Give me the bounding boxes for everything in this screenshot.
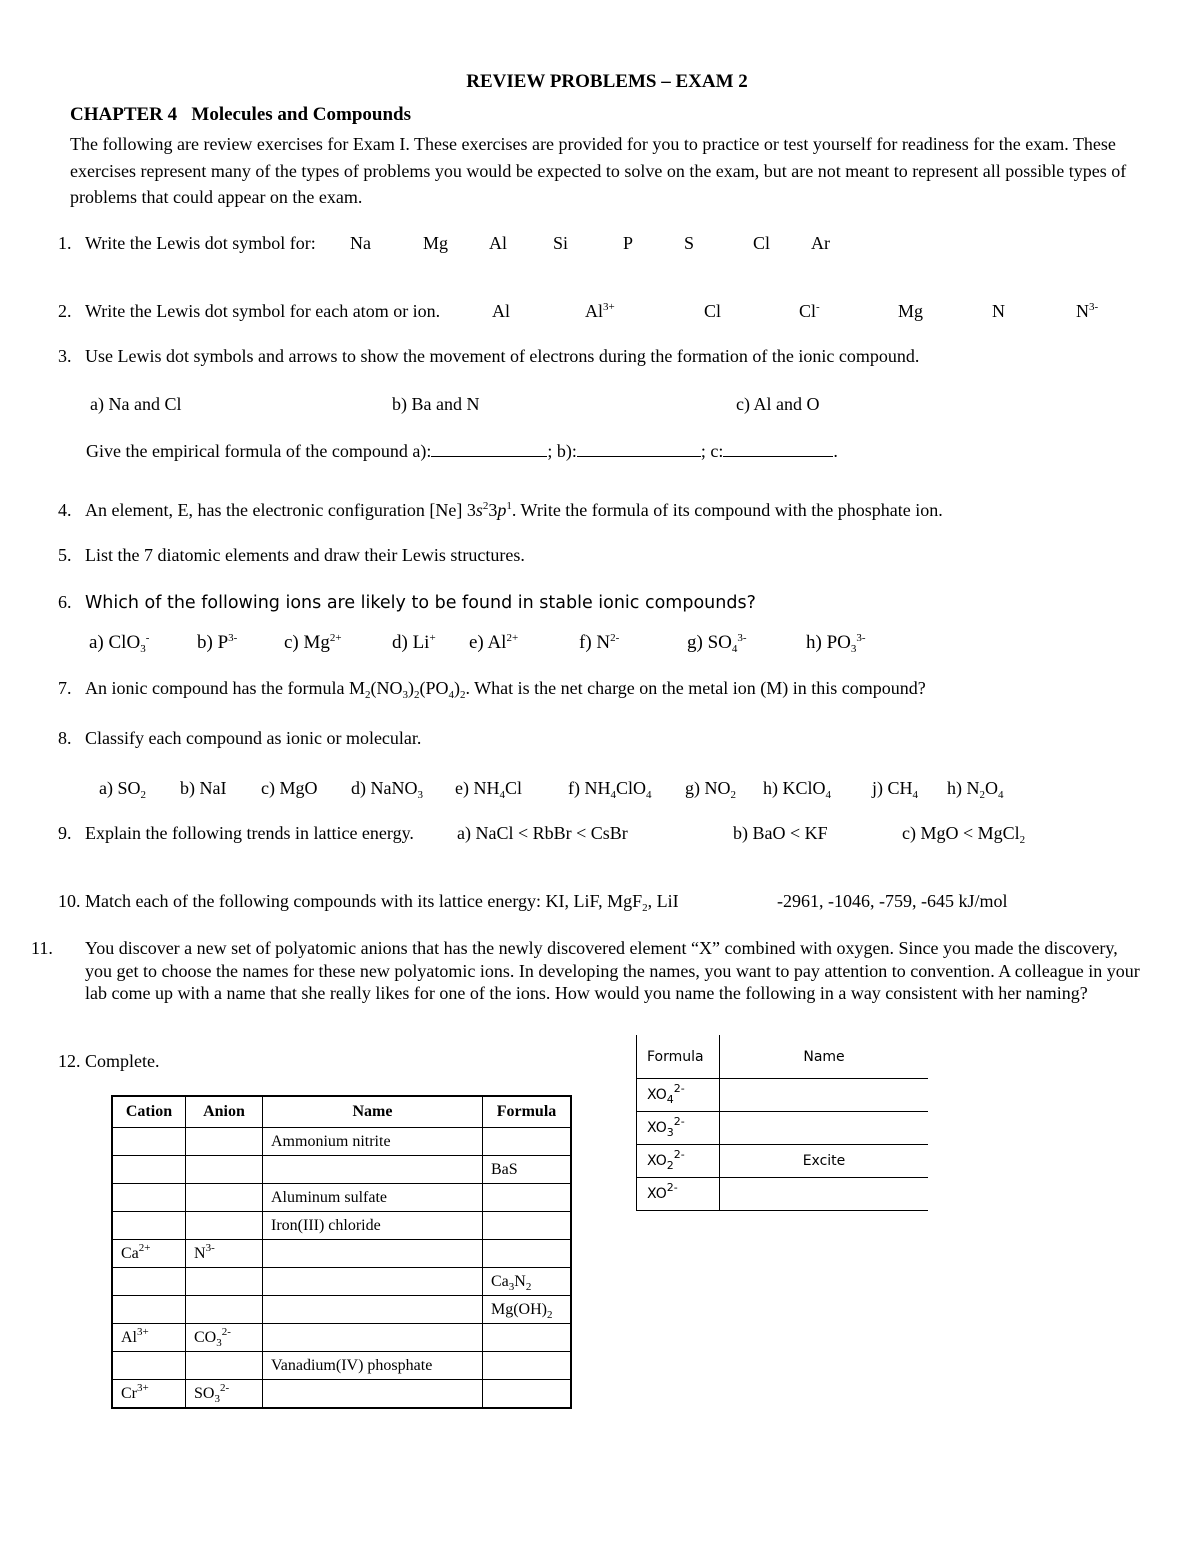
q1-symbol: Na (350, 233, 371, 253)
q9-part-b: b) BaO < KF (733, 823, 828, 843)
ion-compound-table (111, 1095, 572, 1409)
q6-option-a (89, 631, 149, 655)
formula-sub: 3 (402, 689, 408, 701)
cation-cell[interactable] (112, 1296, 186, 1324)
cation-cell[interactable] (112, 1352, 186, 1380)
ion-charge: 3+ (603, 301, 615, 313)
q9-part-c (902, 821, 1025, 845)
q-text: Match each of the following compounds with its lattice energy: KI, LiF, MgF (85, 891, 643, 911)
header-cation: Cation (112, 1096, 186, 1128)
anion-cell[interactable] (186, 1156, 263, 1184)
ion-charge: 3- (737, 632, 747, 644)
name-cell[interactable] (263, 1380, 483, 1409)
q6-option-f (579, 631, 619, 655)
name-cell[interactable] (263, 1240, 483, 1268)
cation-cell[interactable] (112, 1128, 186, 1156)
q9-part-a: a) NaCl < RbBr < CsBr (457, 823, 628, 843)
element-symbol: N (1076, 301, 1089, 321)
q-text: An ionic compound has the formula M (85, 678, 365, 698)
formula-base: XO (647, 1087, 667, 1103)
ion-charge: - (145, 632, 150, 644)
header-anion: Anion (186, 1096, 263, 1128)
answer-blank-a[interactable] (431, 440, 547, 457)
formula-sub: 3 (508, 1280, 515, 1293)
q-number: 5. (58, 545, 72, 565)
name-cell[interactable] (263, 1156, 483, 1184)
cation-cell[interactable] (112, 1380, 186, 1409)
name-cell[interactable] (263, 1268, 483, 1296)
compound-label: a) SO (99, 778, 141, 798)
q-number: 7. (58, 678, 72, 698)
table-row (112, 1212, 571, 1240)
anion-symbol: SO (194, 1384, 215, 1402)
q3-c-label: ; c: (700, 441, 724, 461)
q-number: 1. (58, 233, 72, 253)
formula-cell[interactable] (483, 1156, 572, 1184)
formula-part: N (514, 1272, 526, 1290)
cfg-shell-3p: 3 (488, 500, 498, 520)
q1-symbol: P (623, 233, 634, 253)
element-symbol: Al (492, 301, 510, 321)
formula-cell (637, 1145, 720, 1178)
q8-compound (947, 776, 1004, 800)
q-text-post: . What is the net charge on the metal ion (M) in this compound? (465, 678, 926, 698)
formula-cell[interactable] (483, 1240, 572, 1268)
formula-part: Mg(OH) (491, 1300, 547, 1318)
ion-sub: 3 (850, 643, 857, 655)
question-7 (58, 676, 926, 700)
formula-sub: 2 (979, 789, 985, 801)
q3-formula-prompt: Give the empirical formula of the compound a): (86, 441, 432, 461)
anion-cell[interactable] (186, 1296, 263, 1324)
formula-cell[interactable] (483, 1184, 572, 1212)
q-text: Write the Lewis dot symbol for: (85, 233, 316, 253)
formula-part: (NO (370, 678, 403, 698)
formula-sub: 2 (413, 689, 420, 701)
chapter-number: CHAPTER 4 (70, 104, 178, 125)
name-cell[interactable]: Ammonium nitrite (263, 1128, 483, 1156)
ion-label: b) P (197, 632, 229, 653)
intro-paragraph: The following are review exercises for Exam I. These exercises are provided for you to practice or test yourself for readiness for the exam. These exercises represent many of the types of problems you would be expected to solve on the exam, but are not meant to represent all possible types of problems that could appear on the exam. (70, 134, 1127, 207)
ion-label: e) Al (469, 632, 507, 653)
question-1 (58, 231, 316, 255)
ion-charge: 3- (228, 632, 238, 644)
cation-symbol: Al (121, 1328, 137, 1346)
formula-sub: 4 (998, 789, 1004, 801)
formula-sub: 4 (499, 789, 505, 801)
cation-cell[interactable] (112, 1240, 186, 1268)
formula-cell (637, 1079, 720, 1112)
cation-cell[interactable] (112, 1156, 186, 1184)
q-text: Write the Lewis dot symbol for each atom or ion. (85, 301, 441, 321)
q3-b-label: ; b): (547, 441, 577, 461)
cfg-exp-p: 1 (506, 500, 512, 512)
formula-sub: 4 (825, 789, 831, 801)
question-6 (58, 590, 756, 615)
ion-label: g) SO (687, 632, 732, 653)
ion-charge: 2- (666, 1181, 678, 1194)
q1-symbol: Cl (753, 233, 771, 253)
anion-symbol: N (194, 1244, 206, 1262)
q1-symbol: Si (553, 233, 569, 253)
compound-label: f) NH (568, 778, 611, 798)
q8-compound (351, 776, 423, 800)
formula-base: XO (647, 1120, 667, 1136)
formula-sub: 2 (459, 689, 466, 701)
formula-cell[interactable] (483, 1296, 572, 1324)
q-text: Complete. (85, 1051, 160, 1071)
answer-blank-c[interactable] (723, 440, 833, 457)
q2-symbol (585, 299, 615, 323)
cfg-orbital-s: s (475, 500, 483, 520)
ion-charge: 3+ (137, 1325, 149, 1338)
table-row (112, 1296, 571, 1324)
formula-cell[interactable] (483, 1212, 572, 1240)
ion-label: d) Li (392, 632, 430, 653)
q6-option-e (469, 631, 518, 655)
q-text: Classify each compound as ionic or molecular. (85, 728, 422, 748)
q-text: Use Lewis dot symbols and arrows to show the movement of electrons during the formation of the ionic compound. (85, 346, 920, 366)
formula-sub: 4 (666, 1093, 674, 1106)
element-symbol: Al (585, 301, 603, 321)
question-10 (58, 889, 679, 913)
q6-option-g (687, 631, 747, 655)
page-title: REVIEW PROBLEMS – EXAM 2 (466, 71, 748, 92)
q10-energy-values: -2961, -1046, -759, -645 kJ/mol (777, 891, 1008, 911)
compound-label: h) N (947, 778, 980, 798)
q6-option-c (284, 631, 342, 655)
formula-part: Ca (491, 1272, 509, 1290)
q8-compound (99, 776, 146, 800)
anion-cell[interactable] (186, 1352, 263, 1380)
ion-charge: 3- (1089, 301, 1099, 313)
q8-compound (872, 776, 918, 800)
q8-compound (685, 776, 736, 800)
question-12 (58, 1049, 160, 1073)
q-text-post: . Write the formula of its compound with the phosphate ion. (511, 500, 943, 520)
ion-label: a) ClO (89, 632, 141, 653)
table-row (637, 1145, 929, 1178)
element-symbol: Cl (704, 301, 722, 321)
q8-compound (568, 776, 652, 800)
q2-symbol (1076, 299, 1098, 323)
table-row (112, 1324, 571, 1352)
chapter-heading (70, 103, 411, 127)
formula-sub: 3 (216, 1336, 222, 1349)
ion-sub: 3 (140, 643, 146, 655)
table-row (112, 1184, 571, 1212)
cation-cell[interactable] (112, 1324, 186, 1352)
q-text: Which of the following ions are likely to be found in stable ionic compounds? (85, 593, 756, 613)
q8-compound (763, 776, 831, 800)
formula-sub: 2 (730, 789, 736, 801)
q3-part-b: b) Ba and N (392, 394, 480, 414)
formula-sub: 2 (140, 789, 146, 801)
question-2 (58, 299, 440, 323)
q-number: 11. (31, 938, 53, 958)
cation-cell[interactable] (112, 1268, 186, 1296)
ion-charge: + (429, 632, 436, 644)
q8-compound (455, 776, 522, 800)
formula-sub: 4 (646, 789, 652, 801)
ion-charge: - (816, 301, 820, 313)
q6-option-d (392, 631, 436, 655)
cation-cell[interactable] (112, 1212, 186, 1240)
formula-sub: 2 (525, 1280, 532, 1293)
formula-sub: 4 (448, 689, 454, 701)
formula-sub: 2 (642, 902, 648, 914)
ion-charge: 3+ (137, 1381, 149, 1394)
formula-cell (637, 1178, 720, 1211)
name-cell[interactable]: Iron(III) chloride (263, 1212, 483, 1240)
formula-part: ) (407, 678, 414, 698)
formula-cell[interactable] (483, 1268, 572, 1296)
name-cell[interactable]: Vanadium(IV) phosphate (263, 1352, 483, 1380)
formula-base: XO (647, 1153, 667, 1169)
compound-label: j) CH (872, 778, 913, 798)
q3-part-a: a) Na and Cl (90, 394, 182, 414)
ion-charge: 2- (219, 1381, 230, 1394)
compound-label: c) MgO (261, 778, 318, 798)
formula-sub: 3 (214, 1392, 220, 1405)
q3-end: . (833, 441, 838, 461)
table-row (112, 1268, 571, 1296)
cation-cell[interactable] (112, 1184, 186, 1212)
ion-charge: 2+ (329, 632, 342, 644)
ion-charge: 3- (205, 1241, 215, 1254)
table-row (112, 1380, 571, 1409)
header-formula: Formula (483, 1096, 572, 1128)
q8-compound (180, 776, 226, 800)
cfg-shell-3s: 3 (466, 500, 476, 520)
q-text: You discover a new set of polyatomic anions that has the newly discovered element “X” combined with oxygen. Since you made the discovery, you get to choose the names for these new polyatomic ions. In developing the names, you want to pay attention to convention. A colleague in your lab come up with a name that she really likes for one of the ions. How would you name the following in a way consistent with her naming? (85, 938, 1140, 1003)
question-3 (58, 344, 919, 368)
table-row (637, 1079, 929, 1112)
cation-symbol: Cr (121, 1384, 137, 1402)
formula-cell[interactable] (483, 1128, 572, 1156)
name-cell[interactable] (720, 1079, 929, 1112)
name-cell[interactable] (263, 1324, 483, 1352)
formula-part: Cl (504, 778, 522, 798)
question-4 (58, 498, 943, 522)
q1-symbol: Mg (423, 233, 449, 253)
q-number: 12. (58, 1051, 81, 1071)
cfg-orbital-p: p (497, 500, 507, 520)
compound-label: h) KClO (763, 778, 826, 798)
element-symbol: N (992, 301, 1005, 321)
ion-charge: 2+ (506, 632, 519, 644)
q1-symbol: Ar (811, 233, 830, 253)
header-formula: Formula (637, 1035, 720, 1079)
name-cell[interactable]: Excite (720, 1145, 929, 1178)
q-number: 6. (58, 592, 72, 612)
ion-charge: 2- (673, 1115, 685, 1128)
anion-cell[interactable] (186, 1380, 263, 1409)
q-number: 8. (58, 728, 72, 748)
q6-option-h (806, 631, 866, 655)
q-text: An element, E, has the electronic configuration [Ne] (85, 500, 463, 520)
ion-charge: 2- (673, 1148, 685, 1161)
header-name: Name (263, 1096, 483, 1128)
anion-cell[interactable] (186, 1212, 263, 1240)
formula-cell[interactable] (483, 1352, 572, 1380)
q2-symbol (799, 299, 820, 323)
formula-part: ClO (616, 778, 647, 798)
name-cell[interactable]: Aluminum sulfate (263, 1184, 483, 1212)
ion-charge: 2- (221, 1325, 231, 1338)
q-number: 4. (58, 500, 72, 520)
name-cell[interactable] (263, 1296, 483, 1324)
formula-sub: 3 (666, 1126, 674, 1139)
ion-charge: 2+ (138, 1241, 151, 1254)
formula-sub: 2 (364, 689, 371, 701)
q-number: 10. (58, 891, 81, 911)
formula-cell (637, 1112, 720, 1145)
formula-cell[interactable] (483, 1380, 572, 1409)
q1-symbol: Al (489, 233, 507, 253)
formula-part: BaS (491, 1160, 518, 1178)
q-text: List the 7 diatomic elements and draw their Lewis structures. (85, 545, 525, 565)
formula-sub: 4 (610, 789, 616, 801)
q8-compound (261, 776, 318, 800)
anion-cell[interactable] (186, 1324, 263, 1352)
name-cell[interactable] (720, 1112, 929, 1145)
table-row (637, 1112, 929, 1145)
formula-sub: 2 (547, 1308, 553, 1321)
answer-blank-b[interactable] (577, 440, 701, 457)
question-5 (58, 543, 525, 567)
ion-sub: 4 (731, 643, 738, 655)
q3-part-c: c) Al and O (736, 394, 820, 414)
anion-cell[interactable] (186, 1128, 263, 1156)
table-row (112, 1352, 571, 1380)
q1-symbol: S (684, 233, 695, 253)
q-number: 9. (58, 823, 72, 843)
anion-symbol: CO (194, 1328, 217, 1346)
ion-charge: 2- (610, 632, 620, 644)
table-row (112, 1156, 571, 1184)
table-row (637, 1178, 929, 1211)
q2-symbol (898, 299, 923, 323)
table-row (112, 1128, 571, 1156)
compound-label: g) NO (685, 778, 731, 798)
formula-part: (PO (419, 678, 449, 698)
table-row (112, 1240, 571, 1268)
question-8 (58, 726, 421, 750)
formula-sub: 4 (912, 789, 918, 801)
anion-cell[interactable] (186, 1268, 263, 1296)
question-11 (31, 937, 1148, 1005)
formula-part: O (985, 778, 998, 798)
q-text-post: , LiI (647, 891, 679, 911)
compound-label: d) NaNO (351, 778, 418, 798)
formula-cell[interactable] (483, 1324, 572, 1352)
element-symbol: Mg (898, 301, 924, 321)
compound-label: e) NH (455, 778, 500, 798)
q2-symbol (704, 299, 721, 323)
q-number: 2. (58, 301, 72, 321)
q2-symbol (492, 299, 510, 323)
formula-sub: 2 (666, 1159, 674, 1172)
ion-label: f) N (579, 632, 611, 653)
q-number: 3. (58, 346, 72, 366)
ion-label: c) Mg (284, 632, 330, 653)
q6-option-b (197, 631, 237, 655)
name-cell[interactable] (720, 1178, 929, 1211)
polyatomic-naming-table (636, 1035, 928, 1211)
formula-sub: 2 (1019, 834, 1026, 846)
formula-part: c) MgO < MgCl (902, 823, 1020, 843)
header-name: Name (803, 1048, 845, 1065)
element-symbol: Cl (799, 301, 817, 321)
ion-label: h) PO (806, 632, 851, 653)
anion-cell[interactable] (186, 1184, 263, 1212)
cfg-exp-s: 2 (482, 500, 489, 512)
cation-symbol: Ca (121, 1244, 139, 1262)
formula-part: ) (453, 678, 460, 698)
formula-sub: 3 (417, 789, 423, 801)
ion-charge: 3- (856, 632, 866, 644)
ion-charge: 2- (673, 1082, 685, 1095)
question-9 (58, 821, 414, 845)
q3-formula-line (86, 439, 838, 463)
formula-base: XO (647, 1186, 667, 1202)
compound-label: b) NaI (180, 778, 227, 798)
q2-symbol (992, 299, 1005, 323)
chapter-title: Molecules and Compounds (191, 104, 412, 125)
q-text: Explain the following trends in lattice energy. (85, 823, 414, 843)
anion-cell[interactable] (186, 1240, 263, 1268)
